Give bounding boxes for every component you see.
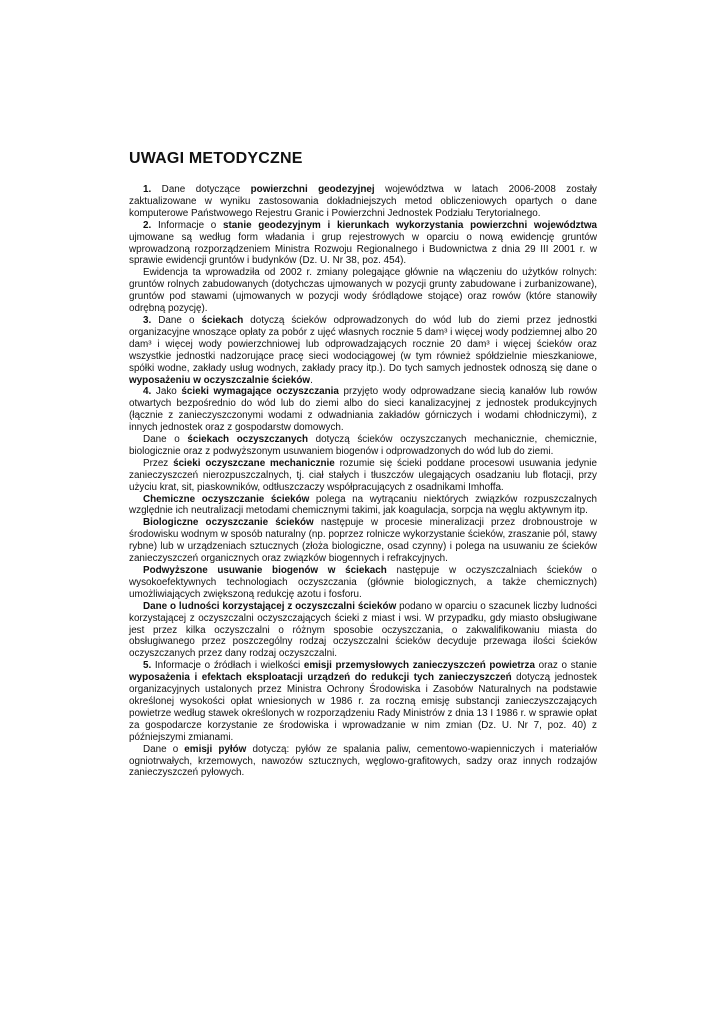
text-run: Dane o: [143, 743, 185, 755]
bold-term: Podwyższone usuwanie biogenów w ściekach: [143, 565, 387, 576]
bold-term: wyposażenia i efektach eksploatacji urządzeń do redukcji tych zanieczyszczeń: [129, 672, 512, 684]
bold-term: 3.: [143, 314, 152, 326]
text-run: dotyczą ścieków oczyszczanych mechanicznie, chemicznie, biologicznie oraz z podwyższonym usuwaniem biogenów i odprowadzonych do wód lub do ziemi.: [129, 434, 597, 457]
bold-term: 2.: [143, 219, 152, 231]
para-4c: [129, 458, 597, 494]
text-run: następuje w procesie mineralizacji przez drobnoustroje w środowisku wodnym w sposób naturalny (np. poprzez rolnicze wykorzystanie ścieków, zraszanie pól, stawy rybne) lub w urządzeniach sztucznych (złoża biologiczne, osad czynny) i polega na usuwaniu ze ścieków zanieczyszczeń organicznych oraz związków biogennych i refrakcyjnych.: [129, 517, 597, 565]
bold-term: 5.: [143, 660, 152, 672]
para-4f: [129, 565, 597, 601]
para-4e: [129, 517, 597, 565]
para-5b: [129, 744, 597, 780]
bold-term: Dane o ludności korzystającej z oczyszczalni ścieków: [143, 600, 397, 612]
bold-term: ścieki oczyszczane mechanicznie: [173, 457, 335, 469]
bold-term: Chemiczne oczyszczanie ścieków: [143, 493, 310, 505]
text-run: Informacje o źródłach i wielkości: [151, 660, 304, 672]
page-title: UWAGI METODYCZNE: [129, 150, 303, 167]
text-run: podano w oparciu o szacunek liczby ludności korzystającej z oczyszczalni oczyszczających ścieki z miast i wsi. W przypadku, gdy miasto obsługiwane jest przez kilka oczyszczalni o różnym sposobie oczyszczania, o zakwalifikowaniu miasta do obsługiwanego przez poszczególny rodzaj oczyszczalni ścieków decyduje przewaga ilości ścieków oczyszczanych przez dany rodzaj oczyszczalni.: [129, 600, 598, 660]
para-1: [129, 184, 597, 220]
bold-term: ściekach: [201, 314, 244, 326]
bold-term: 1.: [143, 184, 152, 195]
para-4d: [129, 494, 597, 518]
text-run: Ewidencja ta wprowadziła od 2002 r. zmiany polegające głównie na włączeniu do użytków rolnych: gruntów rolnych zabudowanych (dotychczas ujmowanych w pozycji grunty zabudowane i zurbanizowane), gruntów pod stawami (ujmowanych w pozycji wody śródlądowe stojące) oraz rowów (które stanowiły odrębną pozycję).: [129, 267, 597, 315]
text-run: rozumie się ścieki poddane procesowi usuwania jedynie zanieczyszczeń nierozpuszczalnych, tj. ciał stałych i tłuszczów ulegających osadzaniu lub flotacji, przy użyciu krat, sit, piaskowników, odtłuszczaczy współpracujących z osadnikami Imhoffa.: [129, 457, 597, 493]
bold-term: emisji pyłów: [184, 743, 247, 755]
para-4b: [129, 434, 597, 458]
para-2b: [129, 267, 597, 315]
text-run: dotyczą: pyłów ze spalania paliw, cementowo-wapienniczych i materiałów ogniotrwałych, krzemowych, nawozów sztucznych, węglowo-grafitowych, sadzy oraz innych rodzajów zanieczyszczeń pyłowych.: [129, 743, 597, 779]
text-run: następuje w oczyszczalniach ścieków o wysokoefektywnych technologiach oczyszczania (głównie biologicznych, a także chemicznych) umożliwiających zwiększoną redukcję azotu i fosforu.: [129, 565, 597, 600]
bold-term: 4.: [143, 386, 152, 398]
text-run: Jako: [151, 386, 182, 398]
text-run: ujmowane są według form władania i grup rejestrowych w oparciu o nową ewidencję gruntów wprowadzoną rozporządzeniem Ministra Rozwoju Regionalnego i Budownictwa z dnia 29 III 2001 r. w sprawie ewidencji gruntów i budynków (Dz. U. Nr 38, poz. 454).: [129, 231, 597, 267]
para-4: [129, 386, 597, 434]
bold-term: wyposażeniu w oczyszczalnie ścieków: [129, 374, 311, 386]
text-run: Dane o: [151, 314, 202, 326]
text-run: dotyczą ścieków odprowadzonych do wód lub do ziemi przez jednostki organizacyjne wnoszące opłaty za pobór z ujęć własnych rocznie 5 dam³ i więcej wody podziemnej albo 20 dam³ i więcej wody powierzchniowej lub odprowadzających rocznie 20 dam³ i więcej ścieków oraz wszystkie jednostki nadzorujące pracę sieci wodociągowej (w tym również spółdzielnie mieszkaniowe, spółki wodne, zakłady usług wodnych, zakłady pracy itp.). Do tych samych jednostek odnoszą się dane o: [129, 314, 597, 374]
text-run: Dane o: [143, 434, 188, 446]
text-run: polega na wytrącaniu niektórych związków rozpuszczalnych względnie ich neutralizacji metodami chemicznymi takimi, jak koagulacja, sorpcja na węglu aktywnym itp.: [129, 493, 597, 517]
bold-term: powierzchni geodezyjnej: [250, 184, 375, 195]
text-run: dotyczą jednostek organizacyjnych ustalonych przez Ministra Ochrony Środowiska i Zasobów Naturalnych na podstawie określonej wysokości opłat wniesionych w 1986 r. za roczną emisję substancji zanieczyszczających powietrze według stawek określonych w rozporządzeniu Rady Ministrów z dnia 13 I 1986 r. w sprawie opłat za gospodarcze korzystanie ze środowiska i wprowadzanie w nim zmian (Dz. U. Nr 7, poz. 40) z późniejszymi zmianami.: [129, 672, 597, 743]
bold-term: Biologiczne oczyszczanie ścieków: [143, 517, 314, 529]
text-run: przyjęto wody odprowadzane siecią kanałów lub rowów otwartych bezpośrednio do wód lub do ziemi albo do sieci kanalizacyjnej z jednostek produkcyjnych (łącznie z zanieczyszczonymi wodami z odwadniania zakładów górniczych i wodami chłodniczymi), z innych jednostek oraz z gospodarstw domowych.: [129, 386, 597, 434]
para-2: [129, 220, 597, 268]
text-run: województwa w latach 2006-2008 zostały zaktualizowane w wyniku zastosowania dokładniejszych metod obliczeniowych opartych o dane komputerowe Państwowego Rejestru Granic i Powierzchni Jednostek Podziału Terytorialnego.: [129, 184, 597, 219]
bold-term: emisji przemysłowych zanieczyszczeń powietrza: [303, 660, 535, 672]
text-run: .: [310, 374, 313, 386]
para-3: [129, 315, 597, 386]
para-5: [129, 660, 597, 743]
text-run: Przez: [143, 457, 174, 469]
document-body: [129, 184, 597, 779]
text-run: Informacje o: [151, 219, 224, 231]
bold-term: stanie geodezyjnym i kierunkach wykorzystania powierzchni województwa: [223, 219, 597, 231]
para-4g: [129, 601, 597, 661]
text-run: Dane dotyczące: [151, 184, 251, 195]
bold-term: ściekach oczyszczanych: [187, 434, 309, 446]
document-page: [129, 150, 597, 779]
text-run: oraz o stanie: [534, 660, 597, 672]
bold-term: ścieki wymagające oczyszczania: [181, 386, 339, 398]
